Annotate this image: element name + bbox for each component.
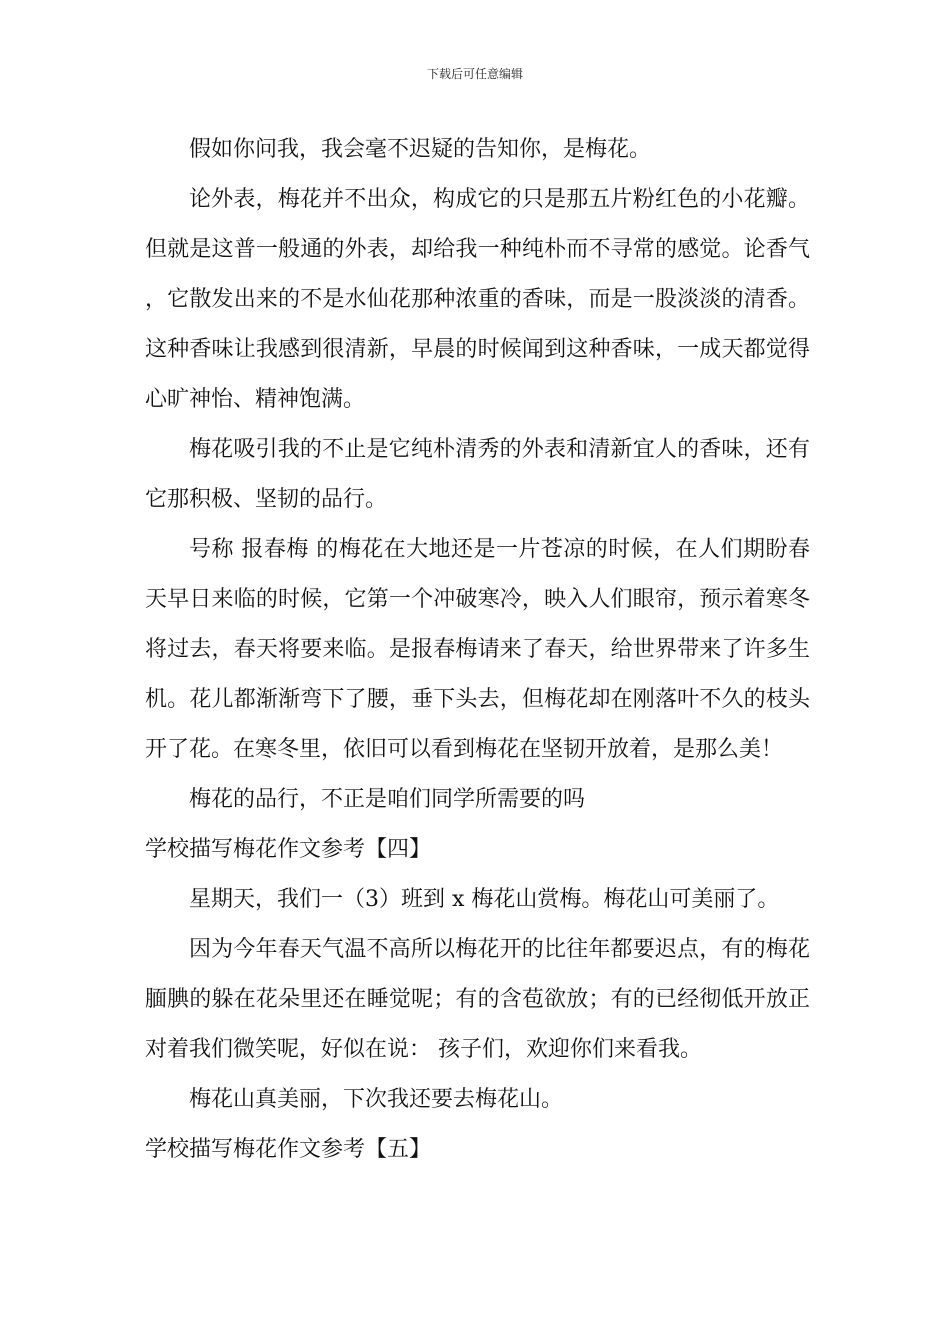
paragraph: 梅花山真美丽，下次我还要去梅花山。: [189, 1087, 564, 1112]
paragraph: 论外表，梅花并不出众，构成它的只是那五片粉红色的小花瓣。但就是这普一般通的外表，却给我一种纯朴而不寻常的感觉。论香气，它散发出来的不是水仙花那种浓重的香味，而是一股淡淡的清香。这种香味让我感到很清新，早晨的时候闻到这种香味，一成天都觉得心旷神怡、精神饱满。: [145, 187, 810, 412]
paragraph: 梅花的品行，不正是咱们同学所需要的吗: [189, 787, 586, 812]
paragraph: 因为今年春天气温不高所以梅花开的比往年都要迟点，有的梅花腼腆的躲在花朵里还在睡觉呢；有的含苞欲放；有的已经彻低开放正对着我们微笑呢，好似在说： 孩子们，欢迎你们来看我。: [145, 937, 810, 1062]
paragraph: 号称 报春梅 的梅花在大地还是一片苍凉的时候，在人们期盼春天早日来临的时候，它第一个冲破寒冷，映入人们眼帘，预示着寒冬将过去，春天将要来临。是报春梅请来了春天，给世界带来了许多生机。花儿都渐渐弯下了腰，垂下头去，但梅花却在刚落叶不久的枝头开了花。在寒冬里，依旧可以看到梅花在坚韧开放着，是那么美！: [145, 537, 810, 762]
section-heading: 学校描写梅花作文参考【五】: [145, 1137, 432, 1162]
paragraph: 假如你问我，我会毫不迟疑的告知你，是梅花。: [189, 137, 652, 162]
paragraph: 星期天，我们一（3）班到 x 梅花山赏梅。梅花山可美丽了。: [189, 887, 780, 912]
page-header-note: 下载后可任意编辑: [426, 67, 523, 81]
section-heading: 学校描写梅花作文参考【四】: [145, 837, 432, 862]
document-body: [145, 125, 810, 1175]
paragraph: 梅花吸引我的不止是它纯朴清秀的外表和清新宜人的香味，还有它那积极、坚韧的品行。: [145, 437, 810, 512]
